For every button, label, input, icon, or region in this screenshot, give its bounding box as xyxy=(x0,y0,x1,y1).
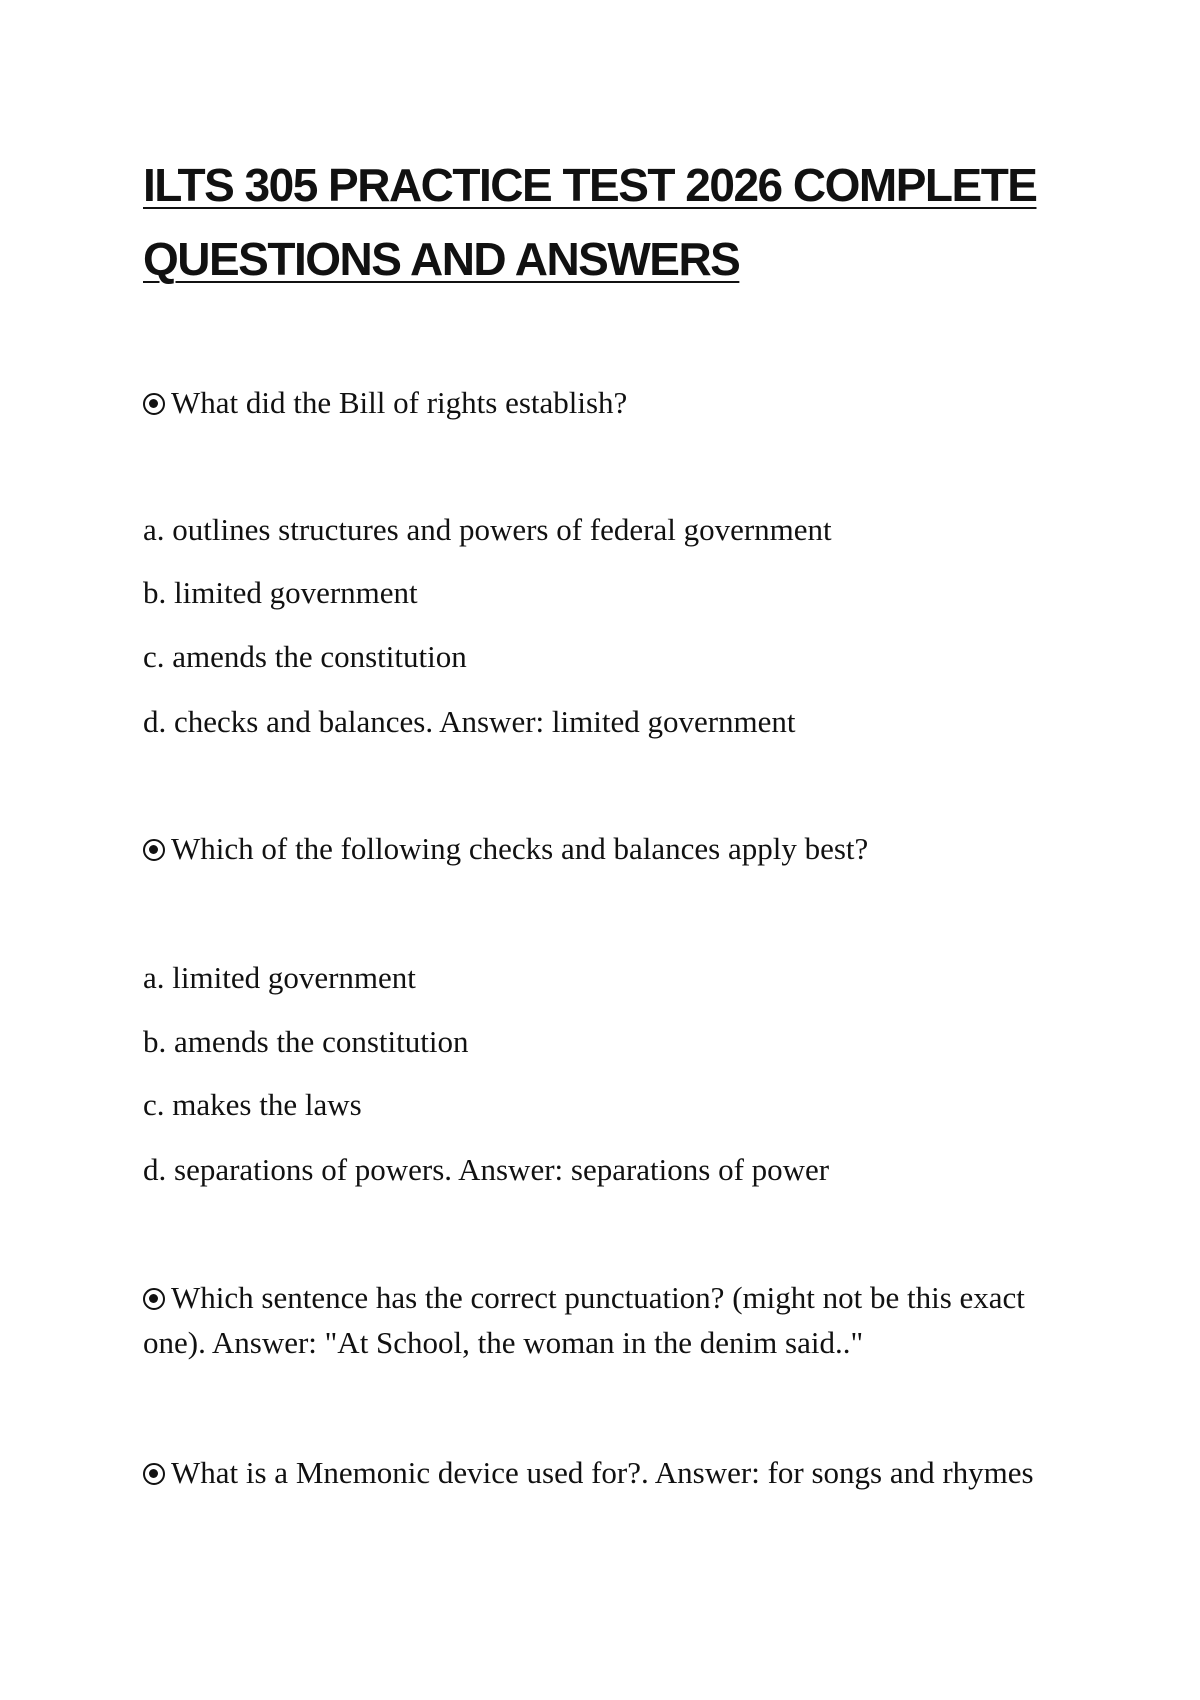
question-2-option-c: c. makes the laws xyxy=(143,1087,362,1122)
bullet-icon xyxy=(143,1288,165,1310)
question-1 xyxy=(143,380,1043,425)
question-1-option-d: d. checks and balances. Answer: limited government xyxy=(143,704,796,739)
question-4-text: What is a Mnemonic device used for?. Answer: for songs and rhymes xyxy=(171,1455,1034,1490)
question-1-text: What did the Bill of rights establish? xyxy=(171,385,628,420)
question-3-text: Which sentence has the correct punctuation? (might not be this exact one). Answer: "At School, the woman in the denim said.." xyxy=(143,1280,1025,1360)
question-4 xyxy=(143,1450,1043,1495)
bullet-icon xyxy=(143,839,165,861)
document-title-text: ILTS 305 PRACTICE TEST 2026 COMPLETE QUESTIONS AND ANSWERS xyxy=(143,159,1037,285)
question-3 xyxy=(143,1275,1043,1365)
question-2-option-a: a. limited government xyxy=(143,960,416,995)
document-title xyxy=(143,148,1043,296)
question-2-option-d: d. separations of powers. Answer: separations of power xyxy=(143,1152,830,1187)
question-1-option-c: c. amends the constitution xyxy=(143,639,467,674)
question-2-text: Which of the following checks and balances apply best? xyxy=(171,831,869,866)
question-1-option-b: b. limited government xyxy=(143,575,418,610)
question-2 xyxy=(143,826,1043,871)
question-1-option-a: a. outlines structures and powers of federal government xyxy=(143,512,832,547)
question-2-option-b: b. amends the constitution xyxy=(143,1024,469,1059)
bullet-icon xyxy=(143,1463,165,1485)
bullet-icon xyxy=(143,393,165,415)
